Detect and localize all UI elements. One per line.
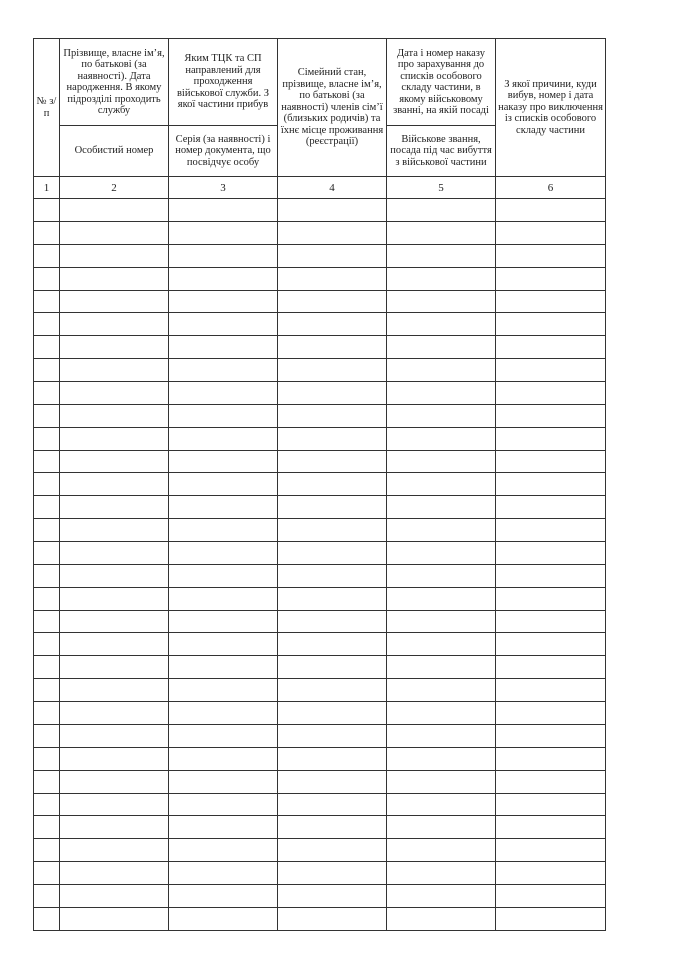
table-cell[interactable] <box>60 359 169 382</box>
table-cell[interactable] <box>169 427 278 450</box>
table-cell[interactable] <box>387 587 496 610</box>
table-row <box>34 702 606 725</box>
table-cell[interactable] <box>387 450 496 473</box>
table-row <box>34 542 606 565</box>
table-cell[interactable] <box>278 244 387 267</box>
table-cell[interactable] <box>496 473 606 496</box>
personnel-register-table <box>33 38 606 931</box>
table-row <box>34 862 606 885</box>
table-cell[interactable] <box>60 793 169 816</box>
table-cell[interactable] <box>496 679 606 702</box>
table-cell[interactable] <box>60 679 169 702</box>
table-cell[interactable] <box>387 313 496 336</box>
table-cell[interactable] <box>278 359 387 382</box>
table-cell[interactable] <box>60 564 169 587</box>
table-cell[interactable] <box>60 199 169 222</box>
table-cell[interactable] <box>496 839 606 862</box>
table-row <box>34 587 606 610</box>
table-cell[interactable] <box>169 473 278 496</box>
table-row <box>34 382 606 405</box>
header-row-number: № з/п <box>34 39 60 177</box>
table-cell[interactable] <box>34 496 60 519</box>
table-cell[interactable] <box>496 816 606 839</box>
table-cell[interactable] <box>169 222 278 245</box>
table-cell[interactable] <box>60 610 169 633</box>
table-cell[interactable] <box>34 313 60 336</box>
table-cell[interactable] <box>278 222 387 245</box>
table-cell[interactable] <box>496 656 606 679</box>
column-number: 1 <box>34 177 60 199</box>
table-cell[interactable] <box>169 382 278 405</box>
table-cell[interactable] <box>278 564 387 587</box>
table-cell[interactable] <box>278 770 387 793</box>
table-cell[interactable] <box>169 610 278 633</box>
table-cell[interactable] <box>60 313 169 336</box>
header-recruitment-office: Яким ТЦК та СП направлений для проходження військової служби. З якої частини прибув <box>169 39 278 126</box>
table-cell[interactable] <box>169 313 278 336</box>
table-cell[interactable] <box>387 359 496 382</box>
table-cell[interactable] <box>169 564 278 587</box>
table-cell[interactable] <box>169 336 278 359</box>
table-cell[interactable] <box>387 793 496 816</box>
table-cell[interactable] <box>496 884 606 907</box>
table-row <box>34 564 606 587</box>
table-cell[interactable] <box>387 724 496 747</box>
table-cell[interactable] <box>60 267 169 290</box>
column-number: 3 <box>169 177 278 199</box>
table-cell[interactable] <box>169 587 278 610</box>
table-cell[interactable] <box>169 747 278 770</box>
table-row <box>34 907 606 930</box>
table-cell[interactable] <box>496 382 606 405</box>
table-cell[interactable] <box>387 564 496 587</box>
table-cell[interactable] <box>278 587 387 610</box>
column-number: 5 <box>387 177 496 199</box>
table-cell[interactable] <box>60 816 169 839</box>
table-cell[interactable] <box>387 267 496 290</box>
header-rank-at-departure: Військове звання, посада під час вибуття з військової частини <box>387 126 496 177</box>
table-cell[interactable] <box>387 679 496 702</box>
table-cell[interactable] <box>34 473 60 496</box>
table-row <box>34 267 606 290</box>
table-cell[interactable] <box>60 587 169 610</box>
table-cell[interactable] <box>169 404 278 427</box>
table-cell[interactable] <box>387 907 496 930</box>
table-row <box>34 222 606 245</box>
table-row <box>34 770 606 793</box>
table-row <box>34 290 606 313</box>
table-cell[interactable] <box>34 336 60 359</box>
table-row <box>34 679 606 702</box>
table-cell[interactable] <box>496 519 606 542</box>
table-cell[interactable] <box>278 816 387 839</box>
table-row <box>34 244 606 267</box>
table-cell[interactable] <box>278 793 387 816</box>
table-cell[interactable] <box>34 542 60 565</box>
table-cell[interactable] <box>387 336 496 359</box>
table-cell[interactable] <box>278 427 387 450</box>
table-cell[interactable] <box>34 633 60 656</box>
header-enrollment-order: Дата і номер наказу про зарахування до списків особового складу частини, в якому військовому званні, на якій посаді <box>387 39 496 126</box>
table-cell[interactable] <box>169 816 278 839</box>
table-cell[interactable] <box>496 542 606 565</box>
table-cell[interactable] <box>34 747 60 770</box>
table-cell[interactable] <box>387 244 496 267</box>
table-row <box>34 884 606 907</box>
table-cell[interactable] <box>60 290 169 313</box>
table-row <box>34 313 606 336</box>
table-cell[interactable] <box>496 336 606 359</box>
table-cell[interactable] <box>496 770 606 793</box>
table-cell[interactable] <box>34 907 60 930</box>
table-cell[interactable] <box>34 679 60 702</box>
table-cell[interactable] <box>496 907 606 930</box>
table-cell[interactable] <box>387 382 496 405</box>
table-cell[interactable] <box>278 199 387 222</box>
table-cell[interactable] <box>34 199 60 222</box>
table-cell[interactable] <box>34 862 60 885</box>
table-cell[interactable] <box>496 747 606 770</box>
table-cell[interactable] <box>60 382 169 405</box>
table-cell[interactable] <box>169 199 278 222</box>
table-cell[interactable] <box>169 724 278 747</box>
table-cell[interactable] <box>169 496 278 519</box>
table-cell[interactable] <box>169 884 278 907</box>
table-cell[interactable] <box>496 633 606 656</box>
table-cell[interactable] <box>34 267 60 290</box>
table-cell[interactable] <box>60 656 169 679</box>
table-cell[interactable] <box>60 542 169 565</box>
table-cell[interactable] <box>387 473 496 496</box>
table-cell[interactable] <box>169 793 278 816</box>
table-cell[interactable] <box>60 427 169 450</box>
table-cell[interactable] <box>278 633 387 656</box>
table-cell[interactable] <box>387 199 496 222</box>
table-cell[interactable] <box>60 839 169 862</box>
table-cell[interactable] <box>60 473 169 496</box>
table-cell[interactable] <box>387 610 496 633</box>
table-cell[interactable] <box>60 496 169 519</box>
table-cell[interactable] <box>169 862 278 885</box>
table-cell[interactable] <box>496 244 606 267</box>
table-cell[interactable] <box>169 770 278 793</box>
table-cell[interactable] <box>496 724 606 747</box>
table-cell[interactable] <box>278 907 387 930</box>
table-cell[interactable] <box>387 519 496 542</box>
table-cell[interactable] <box>278 290 387 313</box>
table-cell[interactable] <box>387 290 496 313</box>
table-cell[interactable] <box>278 747 387 770</box>
table-cell[interactable] <box>278 862 387 885</box>
table-cell[interactable] <box>60 244 169 267</box>
table-row <box>34 724 606 747</box>
table-cell[interactable] <box>496 199 606 222</box>
table-row <box>34 610 606 633</box>
table-cell[interactable] <box>496 793 606 816</box>
table-cell[interactable] <box>34 884 60 907</box>
header-row-top <box>34 39 606 126</box>
table-cell[interactable] <box>278 884 387 907</box>
table-cell[interactable] <box>34 610 60 633</box>
table-cell[interactable] <box>169 907 278 930</box>
table-cell[interactable] <box>60 450 169 473</box>
table-cell[interactable] <box>60 222 169 245</box>
table-cell[interactable] <box>34 404 60 427</box>
column-number: 2 <box>60 177 169 199</box>
table-cell[interactable] <box>34 793 60 816</box>
table-row <box>34 793 606 816</box>
table-row <box>34 359 606 382</box>
table-cell[interactable] <box>496 267 606 290</box>
table-row <box>34 199 606 222</box>
table-body <box>34 39 606 931</box>
table-cell[interactable] <box>278 267 387 290</box>
table-row <box>34 747 606 770</box>
table-cell[interactable] <box>34 427 60 450</box>
column-number-row <box>34 177 606 199</box>
table-cell[interactable] <box>387 222 496 245</box>
table-cell[interactable] <box>60 702 169 725</box>
table-row <box>34 473 606 496</box>
table-cell[interactable] <box>169 267 278 290</box>
table-cell[interactable] <box>496 862 606 885</box>
table-row <box>34 496 606 519</box>
header-identity-document: Серія (за наявності) і номер документа, що посвідчує особу <box>169 126 278 177</box>
table-cell[interactable] <box>496 702 606 725</box>
table-cell[interactable] <box>496 450 606 473</box>
table-cell[interactable] <box>34 724 60 747</box>
table-row <box>34 633 606 656</box>
table-cell[interactable] <box>34 587 60 610</box>
table-cell[interactable] <box>34 290 60 313</box>
header-full-name: Прізвище, власне ім’я, по батькові (за наявності). Дата народження. В якому підрозділі проходить службу <box>60 39 169 126</box>
table-cell[interactable] <box>278 382 387 405</box>
table-cell[interactable] <box>169 542 278 565</box>
table-cell[interactable] <box>387 862 496 885</box>
table-cell[interactable] <box>60 907 169 930</box>
table-row <box>34 839 606 862</box>
table-cell[interactable] <box>60 862 169 885</box>
table-row <box>34 427 606 450</box>
table-cell[interactable] <box>169 290 278 313</box>
table-cell[interactable] <box>34 244 60 267</box>
table-cell[interactable] <box>496 359 606 382</box>
table-cell[interactable] <box>387 404 496 427</box>
table-cell[interactable] <box>34 450 60 473</box>
table-cell[interactable] <box>387 427 496 450</box>
header-family-status: Сімейний стан, прізвище, власне ім’я, по батькові (за наявності) членів сім’ї (близьких родичів) та їхнє місце проживання (реєстрації) <box>278 39 387 177</box>
table-cell[interactable] <box>60 404 169 427</box>
table-cell[interactable] <box>278 313 387 336</box>
table-row <box>34 450 606 473</box>
table-cell[interactable] <box>496 564 606 587</box>
table-cell[interactable] <box>60 633 169 656</box>
table-cell[interactable] <box>387 633 496 656</box>
table-cell[interactable] <box>278 519 387 542</box>
table-cell[interactable] <box>169 519 278 542</box>
table-row <box>34 816 606 839</box>
table-cell[interactable] <box>34 382 60 405</box>
table-cell[interactable] <box>60 770 169 793</box>
table-cell[interactable] <box>60 884 169 907</box>
table-cell[interactable] <box>34 839 60 862</box>
table-cell[interactable] <box>169 244 278 267</box>
table-cell[interactable] <box>278 404 387 427</box>
table-cell[interactable] <box>34 564 60 587</box>
table-cell[interactable] <box>387 656 496 679</box>
table-cell[interactable] <box>387 747 496 770</box>
table-cell[interactable] <box>496 222 606 245</box>
table-cell[interactable] <box>387 839 496 862</box>
table-cell[interactable] <box>496 290 606 313</box>
table-cell[interactable] <box>169 839 278 862</box>
table-cell[interactable] <box>278 702 387 725</box>
table-cell[interactable] <box>387 542 496 565</box>
table-cell[interactable] <box>34 816 60 839</box>
column-number: 6 <box>496 177 606 199</box>
table-cell[interactable] <box>496 427 606 450</box>
table-cell[interactable] <box>387 496 496 519</box>
table-cell[interactable] <box>278 473 387 496</box>
table-cell[interactable] <box>60 747 169 770</box>
table-cell[interactable] <box>278 450 387 473</box>
table-cell[interactable] <box>34 359 60 382</box>
table-cell[interactable] <box>60 519 169 542</box>
table-cell[interactable] <box>387 884 496 907</box>
table-cell[interactable] <box>278 496 387 519</box>
table-row <box>34 519 606 542</box>
table-cell[interactable] <box>278 542 387 565</box>
table-cell[interactable] <box>278 656 387 679</box>
table-cell[interactable] <box>278 839 387 862</box>
table-cell[interactable] <box>496 610 606 633</box>
table-cell[interactable] <box>278 610 387 633</box>
table-cell[interactable] <box>34 222 60 245</box>
table-cell[interactable] <box>34 519 60 542</box>
table-cell[interactable] <box>34 656 60 679</box>
table-cell[interactable] <box>278 724 387 747</box>
header-exclusion-reason: З якої причини, куди вибув, номер і дата наказу про виключення із списків особового складу частини <box>496 39 606 177</box>
table-cell[interactable] <box>496 496 606 519</box>
table-cell[interactable] <box>169 702 278 725</box>
table-cell[interactable] <box>60 724 169 747</box>
table-cell[interactable] <box>387 702 496 725</box>
table-cell[interactable] <box>496 313 606 336</box>
table-cell[interactable] <box>169 359 278 382</box>
table-cell[interactable] <box>387 770 496 793</box>
table-row <box>34 336 606 359</box>
table-row <box>34 656 606 679</box>
table-row <box>34 404 606 427</box>
column-number: 4 <box>278 177 387 199</box>
table-cell[interactable] <box>169 656 278 679</box>
table-cell[interactable] <box>278 679 387 702</box>
table-cell[interactable] <box>496 587 606 610</box>
table-cell[interactable] <box>169 633 278 656</box>
table-cell[interactable] <box>34 770 60 793</box>
table-cell[interactable] <box>278 336 387 359</box>
header-personal-number: Особистий номер <box>60 126 169 177</box>
table-cell[interactable] <box>60 336 169 359</box>
table-cell[interactable] <box>169 679 278 702</box>
table-cell[interactable] <box>496 404 606 427</box>
table-cell[interactable] <box>169 450 278 473</box>
table-cell[interactable] <box>34 702 60 725</box>
table-cell[interactable] <box>387 816 496 839</box>
